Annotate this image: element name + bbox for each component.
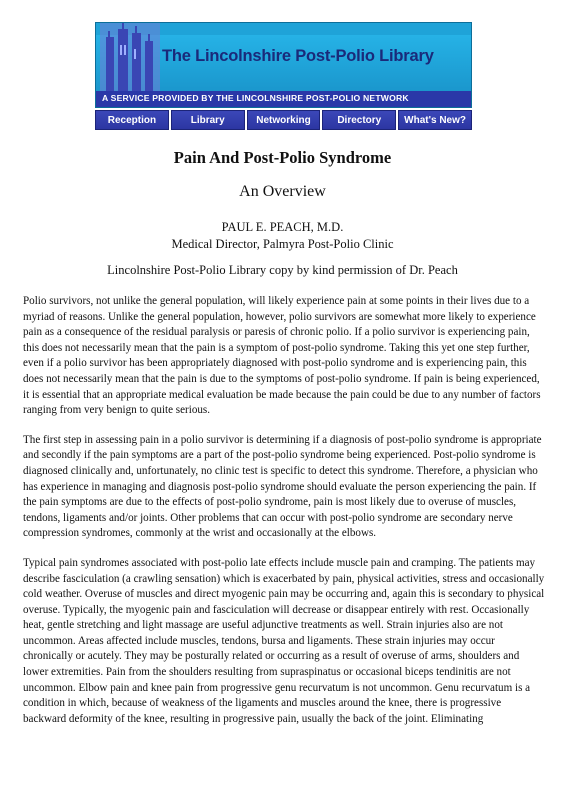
nav-whats-new-button[interactable]: What's New? [398,110,472,130]
main-nav [95,110,472,130]
site-banner[interactable] [95,22,472,108]
nav-reception-button[interactable]: Reception [95,110,169,130]
banner-subtitle-bar [96,91,471,107]
permission-note: Lincolnshire Post-Polio Library copy by kind permission of Dr. Peach [107,263,458,277]
nav-networking-button[interactable]: Networking [247,110,321,130]
nav-directory-button[interactable]: Directory [322,110,396,130]
author-name: PAUL E. PEACH, M.D. [221,220,344,234]
article-subtitle: An Overview [239,183,326,200]
author-block [0,219,565,253]
paragraph: Typical pain syndromes associated with post-polio late effects include muscle pain and cramping. The patients may describe fasciculation (a crawling sensation) which is exacerbated by pain, physical activities, stress and occasionally cold weather. Overuse of muscles and direct myogenic pain may be occurring and, again this is secondary to physical overuse. Typically, the myogenic pain and fasciculation will decrease or disappear entirely with rest. Occasionally heat, gentle stretching and light massage are useful adjunctive treatments as well. Strain injuries also are not uncommon. Areas affected include muscles, tendons, bursa and ligaments. These strain injuries may occur chronically or acutely. They may be posturally related or occurring as a result of overuse of arms, shoulders and lower extremities. Pain from the shoulders resulting from supraspinatus or occasional biceps tendinitis are not uncommon. Elbow pain and knee pain from progressive genu recurvatum is not uncommon. Genu recurvatum is a condition in which, because of weakness of the ligaments and muscles around the knee, there is progressive backward deformity of the knee, resulting in progressive pain, usually the back of the joint. Eliminating [23,556,545,725]
author-affiliation: Medical Director, Palmyra Post-Polio Clinic [171,237,394,251]
article-title: Pain And Post-Polio Syndrome [173,148,392,167]
nav-library-button[interactable]: Library [171,110,245,130]
banner-subtitle: A SERVICE PROVIDED BY THE LINCOLNSHIRE POST-POLIO NETWORK [102,93,409,103]
banner-title: The Lincolnshire Post-Polio Library [162,47,434,65]
paragraph: The first step in assessing pain in a polio survivor is determining if a diagnosis of post-polio syndrome is appropriate and secondly if the pain symptoms are a part of the post-polio syndrome being experienced. Post-polio syndrome is diagnosed clinically and, unfortunately, no clinic test is specific to detect this syndrome. Therefore, a physician who has experience in managing and diagnosis post-polio syndrome should evaluate the person experiencing the pain. If the pain symptoms are due to the effects of post-polio syndrome, pain is most likely due to overuse of muscles, tendons, ligaments and/or joints. Other problems that can occur with post-polio syndrome are secondary nerve compression syndromes, commonly at the wrist and occasionally at the elbows. [23,433,542,540]
article-body [23,294,545,741]
paragraph: Polio survivors, not unlike the general population, will likely experience pain at some points in their lives due to a myriad of reasons. Unlike the general population, however, polio survivors are somewhat more likely to experience pain as a consequence of the residual paralysis or paresis of chronic polio. If a polio survivor is experiencing pain, this does not necessarily mean that the pain is a symptom of post-polio syndrome. Taking this yet one step further, even if a polio survivor has been appropriately diagnosed with post-polio syndrome and is experiencing pain, this does not necessarily mean that the pain is due to the symptoms of post-polio syndrome. If pain is being experienced, it is essential that an appropriate medical evaluation be made because the pain could be due to any number of factors ranging from very benign to quite serious. [23,295,541,417]
